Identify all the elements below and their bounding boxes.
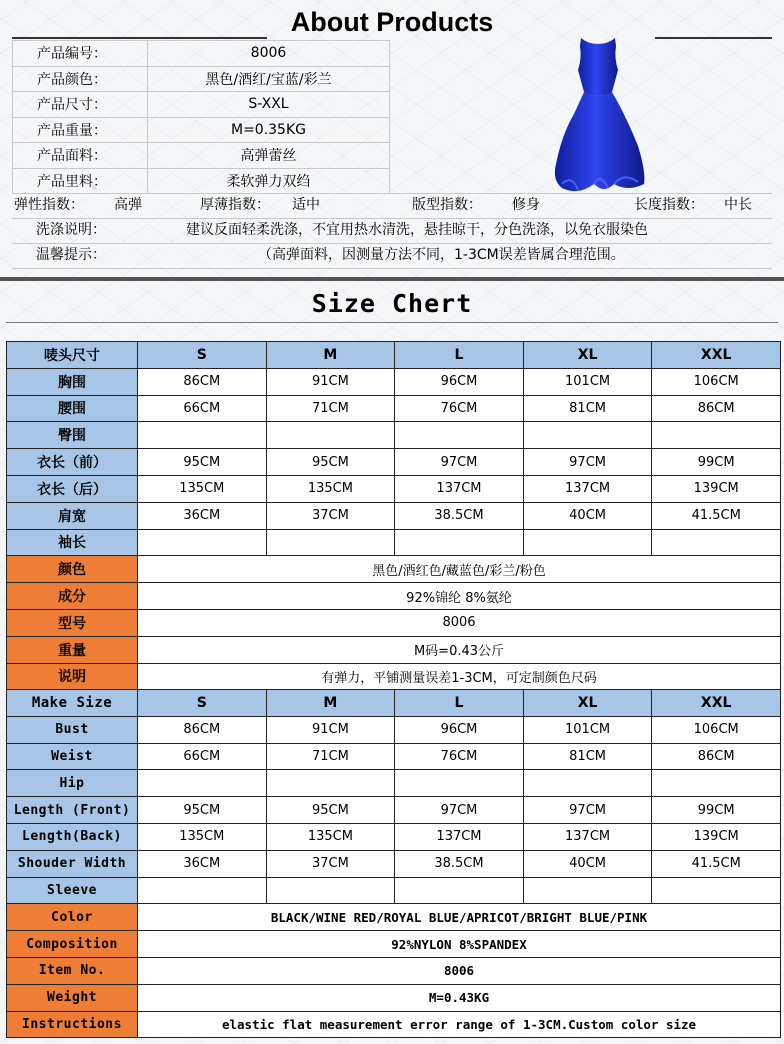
measurement-value: 96CM (395, 716, 524, 743)
measurement-row (7, 449, 781, 476)
measurement-value: 97CM (395, 797, 524, 824)
measurement-value: 99CM (652, 449, 781, 476)
measurement-value: 101CM (523, 368, 652, 395)
info-value: 92%锦纶 8%氨纶 (138, 583, 781, 610)
measurement-value: 91CM (266, 716, 395, 743)
info-value: 柔软弹力双绉 (148, 168, 390, 194)
about-products-title: About Products (290, 7, 494, 37)
measurement-label: 袖长 (7, 529, 138, 556)
measurement-value: 137CM (523, 475, 652, 502)
measurement-value: 135CM (266, 823, 395, 850)
measurement-label: Shouder Width (7, 850, 138, 877)
measurement-value: 36CM (138, 850, 267, 877)
info-row (7, 609, 781, 636)
info-value: 92%NYLON 8%SPANDEX (138, 931, 781, 958)
measurement-value (523, 529, 652, 556)
product-info-table (12, 40, 390, 194)
info-row (7, 904, 781, 931)
dress-image (548, 34, 648, 200)
size-header: L (395, 342, 524, 369)
info-value: 高弹蕾丝 (148, 143, 390, 169)
tip-text: （高弹面料，因测量方法不同，1-3CM误差皆属合理范围。 (258, 247, 625, 263)
measurement-value: 40CM (523, 850, 652, 877)
measurement-row (7, 475, 781, 502)
size-header: XL (523, 342, 652, 369)
measurement-value (266, 877, 395, 904)
measurement-label: 肩宽 (7, 502, 138, 529)
measurement-value: 97CM (523, 449, 652, 476)
info-value: 黑色/酒红/宝蓝/彩兰 (148, 66, 390, 92)
measurement-label: Hip (7, 770, 138, 797)
info-label: Weight (7, 984, 138, 1011)
measurement-value: 97CM (395, 449, 524, 476)
info-value: elastic flat measurement error range of 1-3CM.Custom color size (138, 1011, 781, 1038)
wash-label: 洗涤说明： (36, 222, 106, 238)
wash-text: 建议反面轻柔洗涤，不宜用热水清洗，悬挂晾干，分色洗涤，以免衣服染色 (186, 222, 648, 238)
length-value: 中长 (724, 197, 752, 213)
info-row (13, 41, 390, 67)
measurement-value: 41.5CM (652, 850, 781, 877)
info-row (13, 168, 390, 194)
measurement-value: 66CM (138, 395, 267, 422)
info-value: 8006 (138, 609, 781, 636)
measurement-row (7, 395, 781, 422)
measurement-value: 95CM (138, 449, 267, 476)
measurement-value (395, 529, 524, 556)
info-value: M=0.43KG (138, 984, 781, 1011)
measurement-value: 135CM (138, 823, 267, 850)
info-label: 产品里料： (13, 168, 148, 194)
measurement-value: 41.5CM (652, 502, 781, 529)
measurement-value: 86CM (652, 395, 781, 422)
info-label: Instructions (7, 1011, 138, 1038)
measurement-label: Length (Front) (7, 797, 138, 824)
measurement-row (7, 368, 781, 395)
measurement-value (523, 770, 652, 797)
info-label: 产品颜色： (13, 66, 148, 92)
measurement-value: 106CM (652, 368, 781, 395)
measurement-row (7, 743, 781, 770)
measurement-value (523, 422, 652, 449)
info-value: 黑色/酒红色/藏蓝色/彩兰/粉色 (138, 556, 781, 583)
info-row (7, 636, 781, 663)
measurement-value: 135CM (266, 475, 395, 502)
info-label: 产品编号： (13, 41, 148, 67)
measurement-value (266, 529, 395, 556)
elastic-label: 弹性指数： (14, 197, 84, 213)
size-header: S (138, 342, 267, 369)
info-label: 成分 (7, 583, 138, 610)
measurement-label: 衣长（前） (7, 449, 138, 476)
info-label: 产品重量： (13, 117, 148, 143)
size-table-cn (6, 341, 781, 690)
measurement-value: 86CM (138, 368, 267, 395)
measurement-row (7, 850, 781, 877)
measurement-row (7, 797, 781, 824)
measurement-label: Sleeve (7, 877, 138, 904)
measurement-label: Length(Back) (7, 823, 138, 850)
measurement-value: 66CM (138, 743, 267, 770)
info-row (13, 66, 390, 92)
info-label: Composition (7, 931, 138, 958)
measurement-value: 37CM (266, 850, 395, 877)
info-row (7, 931, 781, 958)
measurement-value: 99CM (652, 797, 781, 824)
info-row (7, 1011, 781, 1038)
info-label: 颜色 (7, 556, 138, 583)
measurement-label: Bust (7, 716, 138, 743)
measurement-value: 81CM (523, 743, 652, 770)
measurement-value: 135CM (138, 475, 267, 502)
measurement-label: 臀围 (7, 422, 138, 449)
measurement-label: 胸围 (7, 368, 138, 395)
info-value: M=0.35KG (148, 117, 390, 143)
measurement-value (652, 770, 781, 797)
measurement-value (138, 877, 267, 904)
measurement-value: 95CM (266, 797, 395, 824)
measurement-value: 96CM (395, 368, 524, 395)
info-label: Item No. (7, 957, 138, 984)
measurement-value (395, 877, 524, 904)
header-label: Make Size (7, 690, 138, 717)
measurement-value: 91CM (266, 368, 395, 395)
size-chart-title: Size Chert (311, 289, 473, 318)
info-row (13, 143, 390, 169)
size-header-row (7, 342, 781, 369)
size-header: S (138, 690, 267, 717)
measurement-value: 38.5CM (395, 850, 524, 877)
measurement-value (266, 422, 395, 449)
measurement-row (7, 529, 781, 556)
info-row (7, 556, 781, 583)
measurement-value: 95CM (138, 797, 267, 824)
measurement-label: 腰围 (7, 395, 138, 422)
rule (12, 268, 772, 269)
size-header: XXL (652, 342, 781, 369)
measurement-value (138, 770, 267, 797)
measurement-value: 137CM (395, 475, 524, 502)
info-row (7, 957, 781, 984)
measurement-row (7, 716, 781, 743)
measurement-value (138, 422, 267, 449)
measurement-value: 71CM (266, 743, 395, 770)
measurement-row (7, 877, 781, 904)
measurement-value (266, 770, 395, 797)
info-value: BLACK/WINE RED/ROYAL BLUE/APRICOT/BRIGHT BLUE/PINK (138, 904, 781, 931)
measurement-value: 97CM (523, 797, 652, 824)
fit-label: 版型指数： (412, 197, 482, 213)
info-label: 产品面料： (13, 143, 148, 169)
wash-row (12, 218, 772, 243)
info-value: 8006 (148, 41, 390, 67)
measurement-value: 38.5CM (395, 502, 524, 529)
measurement-value: 137CM (395, 823, 524, 850)
tip-row (12, 243, 772, 268)
thickness-value: 适中 (292, 197, 320, 213)
info-row (13, 117, 390, 143)
info-row (7, 663, 781, 690)
measurement-row (7, 502, 781, 529)
measurement-value: 106CM (652, 716, 781, 743)
size-header: XL (523, 690, 652, 717)
info-row (7, 583, 781, 610)
measurement-value: 37CM (266, 502, 395, 529)
measurement-value: 76CM (395, 395, 524, 422)
measurement-value: 86CM (138, 716, 267, 743)
size-header: M (266, 342, 395, 369)
info-value: M码=0.43公斤 (138, 636, 781, 663)
measurement-value: 101CM (523, 716, 652, 743)
measurement-label: 衣长（后） (7, 475, 138, 502)
info-row (13, 92, 390, 118)
size-header: M (266, 690, 395, 717)
info-row (7, 984, 781, 1011)
info-label: Color (7, 904, 138, 931)
measurement-value (395, 422, 524, 449)
measurement-row (7, 823, 781, 850)
length-label: 长度指数： (634, 197, 704, 213)
info-value: S-XXL (148, 92, 390, 118)
measurement-value: 71CM (266, 395, 395, 422)
info-label: 产品尺寸： (13, 92, 148, 118)
measurement-value (523, 877, 652, 904)
size-table-en (6, 689, 781, 1038)
tip-label: 温馨提示： (36, 247, 106, 263)
title-underline (6, 322, 778, 323)
measurement-value (138, 529, 267, 556)
measurement-value: 95CM (266, 449, 395, 476)
measurement-value (652, 529, 781, 556)
measurement-value: 36CM (138, 502, 267, 529)
elastic-value: 高弹 (114, 197, 142, 213)
section-divider (0, 277, 784, 281)
measurement-value (652, 877, 781, 904)
measurement-value: 40CM (523, 502, 652, 529)
measurement-row (7, 770, 781, 797)
size-header: XXL (652, 690, 781, 717)
info-value: 8006 (138, 957, 781, 984)
title-rule-right (655, 37, 772, 39)
measurement-value: 81CM (523, 395, 652, 422)
info-label: 说明 (7, 663, 138, 690)
info-label: 重量 (7, 636, 138, 663)
indices-row (12, 193, 772, 218)
size-header-row (7, 690, 781, 717)
measurement-label: Weist (7, 743, 138, 770)
thickness-label: 厚薄指数： (200, 197, 270, 213)
measurement-value: 76CM (395, 743, 524, 770)
measurement-value: 137CM (523, 823, 652, 850)
measurement-value: 139CM (652, 823, 781, 850)
measurement-value (652, 422, 781, 449)
measurement-value: 86CM (652, 743, 781, 770)
measurement-value (395, 770, 524, 797)
size-header: L (395, 690, 524, 717)
header-label: 唛头尺寸 (7, 342, 138, 369)
measurement-row (7, 422, 781, 449)
info-label: 型号 (7, 609, 138, 636)
fit-value: 修身 (512, 197, 540, 213)
info-value: 有弹力，平铺测量误差1-3CM，可定制颜色尺码 (138, 663, 781, 690)
measurement-value: 139CM (652, 475, 781, 502)
